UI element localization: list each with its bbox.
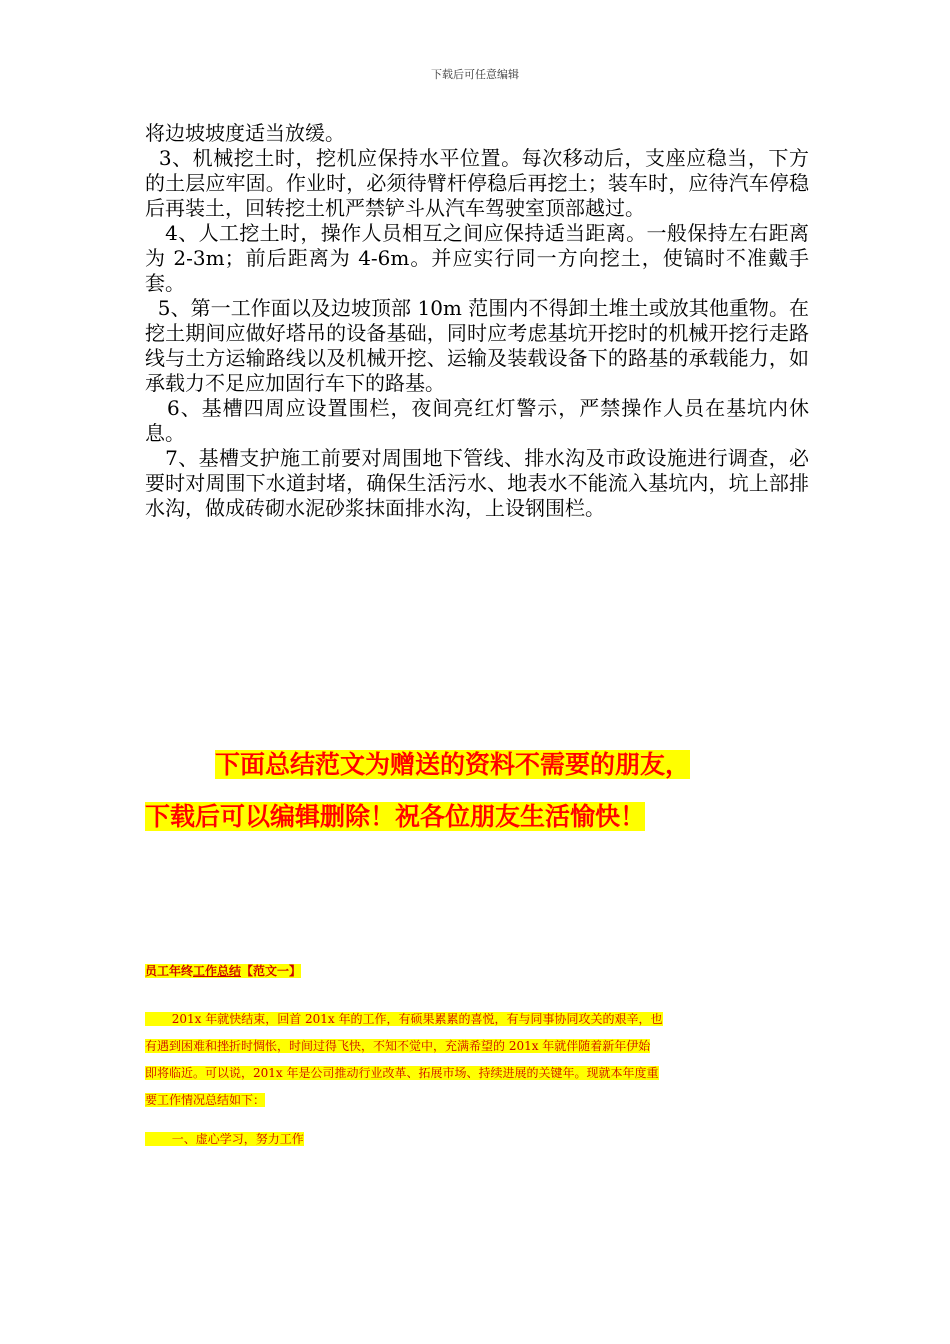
body-paragraph: 将边坡坡度适当放缓。 xyxy=(145,121,345,145)
essay-paragraph xyxy=(145,1006,805,1114)
essay-title-prefix: 员工年终 xyxy=(145,964,194,978)
essay-line: 201x 年就快结束，回首 201x 年的工作，有硕果累累的喜悦，有与同事协同攻关的艰辛，也 xyxy=(145,1012,663,1026)
essay-section-heading-text: 一、虚心学习，努力工作 xyxy=(145,1132,304,1146)
essay-section-heading xyxy=(145,1130,805,1147)
body-paragraph: 6、基槽四周应设置围栏，夜间亮红灯警示，严禁操作人员在基坑内休息。 xyxy=(145,396,809,445)
notice-line-1 xyxy=(145,748,795,782)
notice-line-1-text: 下面总结范文为赠送的资料不需要的朋友， xyxy=(215,750,691,779)
body-text xyxy=(145,121,809,521)
essay-line: 要工作情况总结如下： xyxy=(145,1093,266,1107)
essay-title-suffix: 【范文一】 xyxy=(241,964,302,978)
essay-line: 即将临近。可以说，201x 年是公司推动行业改革、拓展市场、持续进展的关键年。现就本年度重 xyxy=(145,1066,659,1080)
essay-title-underlined: 工作总结 xyxy=(193,964,242,978)
essay-title xyxy=(145,962,805,979)
body-paragraph: 4、人工挖土时，操作人员相互之间应保持适当距离。一般保持左右距离为 2-3m；前后距离为 4-6m。并应实行同一方向挖土，使镐时不准戴手套。 xyxy=(145,221,809,295)
body-paragraph: 3、机械挖土时，挖机应保持水平位置。每次移动后，支座应稳当，下方的土层应牢固。作业时，必须待臂杆停稳后再挖土；装车时，应待汽车停稳后再装土，回转挖土机严禁铲斗从汽车驾驶室顶部越过。 xyxy=(145,146,809,220)
essay-line: 有遇到困难和挫折时惆怅，时间过得飞快，不知不觉中，充满希望的 201x 年就伴随着新年伊始 xyxy=(145,1039,651,1053)
body-paragraph: 7、基槽支护施工前要对周围地下管线、排水沟及市政设施进行调查，必要时对周围下水道封堵，确保生活污水、地表水不能流入基坑内，坑上部排水沟，做成砖砌水泥砂浆抹面排水沟，上设钢围栏。 xyxy=(145,446,809,520)
notice-line-2 xyxy=(145,800,795,834)
notice-line-2-text: 下载后可以编辑删除！祝各位朋友生活愉快！ xyxy=(145,802,646,831)
page-header: 下载后可任意编辑 xyxy=(431,68,519,81)
body-paragraph: 5、第一工作面以及边坡顶部 10m 范围内不得卸土堆土或放其他重物。在挖土期间应做好塔吊的设备基础，同时应考虑基坑开挖时的机械开挖行走路线与土方运输路线以及机械开挖、运输及装载设备下的路基的承载能力，如承载力不足应加固行车下的路基。 xyxy=(145,296,809,395)
